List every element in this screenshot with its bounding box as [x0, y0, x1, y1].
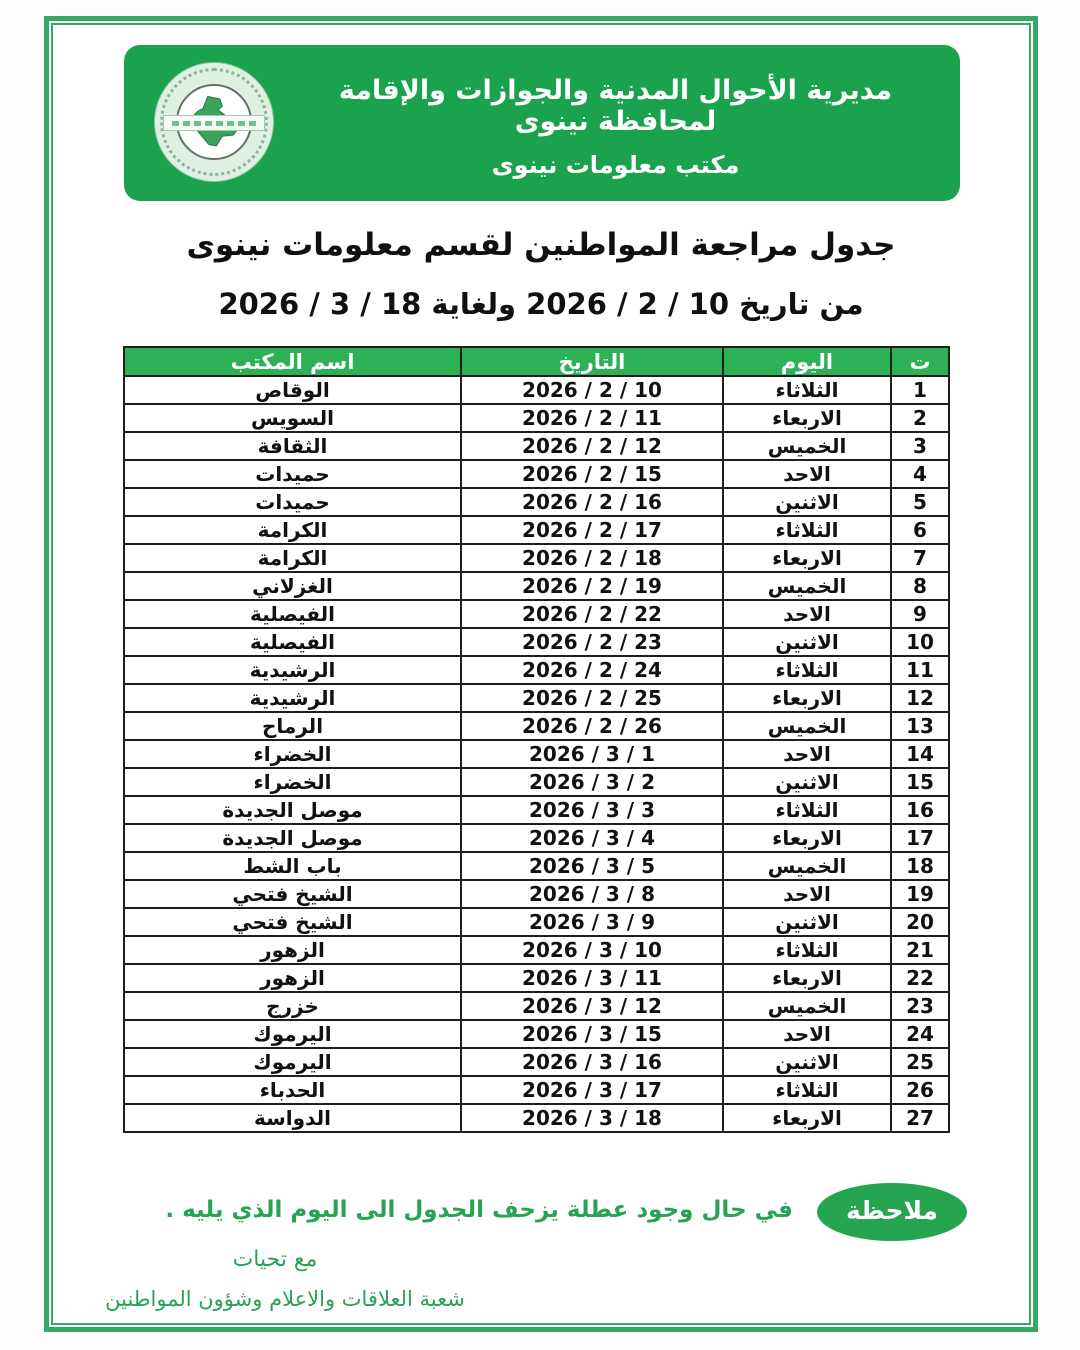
- banner-subtitle: مكتب معلومات نينوى: [491, 151, 740, 179]
- table-row: [124, 656, 949, 684]
- table-row: [124, 1076, 949, 1104]
- row-office: الرشيدية: [124, 656, 461, 684]
- row-index: 23: [891, 992, 949, 1020]
- row-index: 4: [891, 460, 949, 488]
- table-row: [124, 404, 949, 432]
- row-index: 13: [891, 712, 949, 740]
- department-signature: شعبة العلاقات والاعلام وشؤون المواطنين: [105, 1287, 465, 1311]
- row-date: 12 / 3 / 2026: [461, 992, 723, 1020]
- row-date: 15 / 2 / 2026: [461, 460, 723, 488]
- col-header-index: ت: [891, 347, 949, 376]
- table-row: [124, 628, 949, 656]
- row-day: الخميس: [723, 852, 891, 880]
- table-row: [124, 880, 949, 908]
- row-day: الخميس: [723, 712, 891, 740]
- row-office: الثقافة: [124, 432, 461, 460]
- row-office: الخضراء: [124, 740, 461, 768]
- row-day: الاثنين: [723, 488, 891, 516]
- row-index: 17: [891, 824, 949, 852]
- row-day: الاربعاء: [723, 824, 891, 852]
- row-office: السويس: [124, 404, 461, 432]
- row-date: 19 / 2 / 2026: [461, 572, 723, 600]
- row-day: الخميس: [723, 992, 891, 1020]
- row-office: خزرج: [124, 992, 461, 1020]
- table-row: [124, 796, 949, 824]
- row-index: 10: [891, 628, 949, 656]
- row-index: 8: [891, 572, 949, 600]
- row-index: 20: [891, 908, 949, 936]
- row-date: 11 / 3 / 2026: [461, 964, 723, 992]
- table-row: [124, 936, 949, 964]
- row-day: الاحد: [723, 880, 891, 908]
- table-row: [124, 852, 949, 880]
- row-index: 24: [891, 1020, 949, 1048]
- row-day: الاحد: [723, 740, 891, 768]
- note-badge: ملاحظة: [817, 1183, 967, 1241]
- row-day: الاثنين: [723, 768, 891, 796]
- row-office: موصل الجديدة: [124, 824, 461, 852]
- row-office: حميدات: [124, 488, 461, 516]
- iraq-map-emblem-icon: [154, 62, 274, 182]
- row-date: 5 / 3 / 2026: [461, 852, 723, 880]
- row-office: باب الشط: [124, 852, 461, 880]
- row-date: 10 / 2 / 2026: [461, 376, 723, 404]
- row-index: 3: [891, 432, 949, 460]
- row-date: 16 / 3 / 2026: [461, 1048, 723, 1076]
- row-date: 26 / 2 / 2026: [461, 712, 723, 740]
- row-office: الزهور: [124, 964, 461, 992]
- row-day: الثلاثاء: [723, 1076, 891, 1104]
- row-date: 16 / 2 / 2026: [461, 488, 723, 516]
- table-row: [124, 992, 949, 1020]
- banner-title: مديرية الأحوال المدنية والجوازات والإقامة لمحافظة نينوى: [338, 75, 893, 137]
- table-row: [124, 824, 949, 852]
- row-day: الاربعاء: [723, 404, 891, 432]
- table-row: [124, 376, 949, 404]
- row-index: 18: [891, 852, 949, 880]
- row-date: 2 / 3 / 2026: [461, 768, 723, 796]
- row-office: اليرموك: [124, 1020, 461, 1048]
- row-day: الاربعاء: [723, 1104, 891, 1132]
- row-office: الدواسة: [124, 1104, 461, 1132]
- row-office: الحدباء: [124, 1076, 461, 1104]
- row-index: 16: [891, 796, 949, 824]
- table-row: [124, 488, 949, 516]
- row-index: 22: [891, 964, 949, 992]
- header-banner: [124, 45, 960, 201]
- table-row: [124, 768, 949, 796]
- row-index: 5: [891, 488, 949, 516]
- row-office: الشيخ فتحي: [124, 880, 461, 908]
- row-office: الفيصلية: [124, 600, 461, 628]
- row-office: الوقاص: [124, 376, 461, 404]
- row-day: الثلاثاء: [723, 656, 891, 684]
- col-header-date: التاريخ: [461, 347, 723, 376]
- row-index: 2: [891, 404, 949, 432]
- row-day: الاثنين: [723, 1048, 891, 1076]
- row-date: 12 / 2 / 2026: [461, 432, 723, 460]
- row-date: 8 / 3 / 2026: [461, 880, 723, 908]
- row-index: 14: [891, 740, 949, 768]
- row-index: 1: [891, 376, 949, 404]
- row-date: 3 / 3 / 2026: [461, 796, 723, 824]
- table-row: [124, 1104, 949, 1132]
- row-office: الغزلاني: [124, 572, 461, 600]
- row-office: الخضراء: [124, 768, 461, 796]
- row-office: الشيخ فتحي: [124, 908, 461, 936]
- row-office: حميدات: [124, 460, 461, 488]
- table-row: [124, 600, 949, 628]
- table-row: [124, 516, 949, 544]
- table-row: [124, 712, 949, 740]
- table-row: [124, 908, 949, 936]
- table-header-row: [124, 347, 949, 376]
- row-index: 15: [891, 768, 949, 796]
- row-office: الزهور: [124, 936, 461, 964]
- row-day: الثلاثاء: [723, 936, 891, 964]
- row-date: 11 / 2 / 2026: [461, 404, 723, 432]
- row-index: 11: [891, 656, 949, 684]
- schedule-table: [123, 346, 950, 1133]
- row-index: 25: [891, 1048, 949, 1076]
- row-index: 26: [891, 1076, 949, 1104]
- table-row: [124, 1020, 949, 1048]
- row-day: الاربعاء: [723, 964, 891, 992]
- table-row: [124, 572, 949, 600]
- row-date: 18 / 2 / 2026: [461, 544, 723, 572]
- row-office: الكرامة: [124, 516, 461, 544]
- row-day: الاربعاء: [723, 544, 891, 572]
- row-day: الاحد: [723, 460, 891, 488]
- row-office: موصل الجديدة: [124, 796, 461, 824]
- row-index: 12: [891, 684, 949, 712]
- col-header-day: اليوم: [723, 347, 891, 376]
- row-date: 23 / 2 / 2026: [461, 628, 723, 656]
- table-row: [124, 964, 949, 992]
- row-day: الاربعاء: [723, 684, 891, 712]
- table-row: [124, 544, 949, 572]
- row-index: 21: [891, 936, 949, 964]
- row-date: 9 / 3 / 2026: [461, 908, 723, 936]
- date-range-subtitle: من تاريخ 10 / 2 / 2026 ولغاية 18 / 3 / 2026: [218, 287, 864, 321]
- row-date: 22 / 2 / 2026: [461, 600, 723, 628]
- row-day: الاثنين: [723, 628, 891, 656]
- col-header-office: اسم المكتب: [124, 347, 461, 376]
- row-date: 15 / 3 / 2026: [461, 1020, 723, 1048]
- row-office: الفيصلية: [124, 628, 461, 656]
- regards-text: مع تحيات: [232, 1247, 318, 1272]
- row-day: الخميس: [723, 572, 891, 600]
- row-day: الثلاثاء: [723, 376, 891, 404]
- row-index: 6: [891, 516, 949, 544]
- row-day: الثلاثاء: [723, 516, 891, 544]
- table-row: [124, 684, 949, 712]
- page-title: جدول مراجعة المواطنين لقسم معلومات نينوى: [186, 227, 896, 263]
- row-day: الخميس: [723, 432, 891, 460]
- emblem-center-band: [163, 115, 265, 131]
- row-date: 4 / 3 / 2026: [461, 824, 723, 852]
- row-day: الثلاثاء: [723, 796, 891, 824]
- note-text: في حال وجود عطلة يزحف الجدول الى اليوم الذي يليه .: [165, 1197, 793, 1223]
- row-day: الاثنين: [723, 908, 891, 936]
- row-date: 24 / 2 / 2026: [461, 656, 723, 684]
- row-date: 25 / 2 / 2026: [461, 684, 723, 712]
- page-frame: [44, 16, 1038, 1332]
- row-office: الرشيدية: [124, 684, 461, 712]
- table-row: [124, 740, 949, 768]
- table-row: [124, 1048, 949, 1076]
- row-day: الاحد: [723, 600, 891, 628]
- row-office: الكرامة: [124, 544, 461, 572]
- row-date: 18 / 3 / 2026: [461, 1104, 723, 1132]
- row-index: 9: [891, 600, 949, 628]
- table-row: [124, 432, 949, 460]
- row-index: 7: [891, 544, 949, 572]
- row-index: 19: [891, 880, 949, 908]
- row-office: الرماح: [124, 712, 461, 740]
- row-date: 10 / 3 / 2026: [461, 936, 723, 964]
- row-date: 17 / 2 / 2026: [461, 516, 723, 544]
- row-date: 17 / 3 / 2026: [461, 1076, 723, 1104]
- row-day: الاحد: [723, 1020, 891, 1048]
- table-row: [124, 460, 949, 488]
- row-index: 27: [891, 1104, 949, 1132]
- row-office: اليرموك: [124, 1048, 461, 1076]
- row-date: 1 / 3 / 2026: [461, 740, 723, 768]
